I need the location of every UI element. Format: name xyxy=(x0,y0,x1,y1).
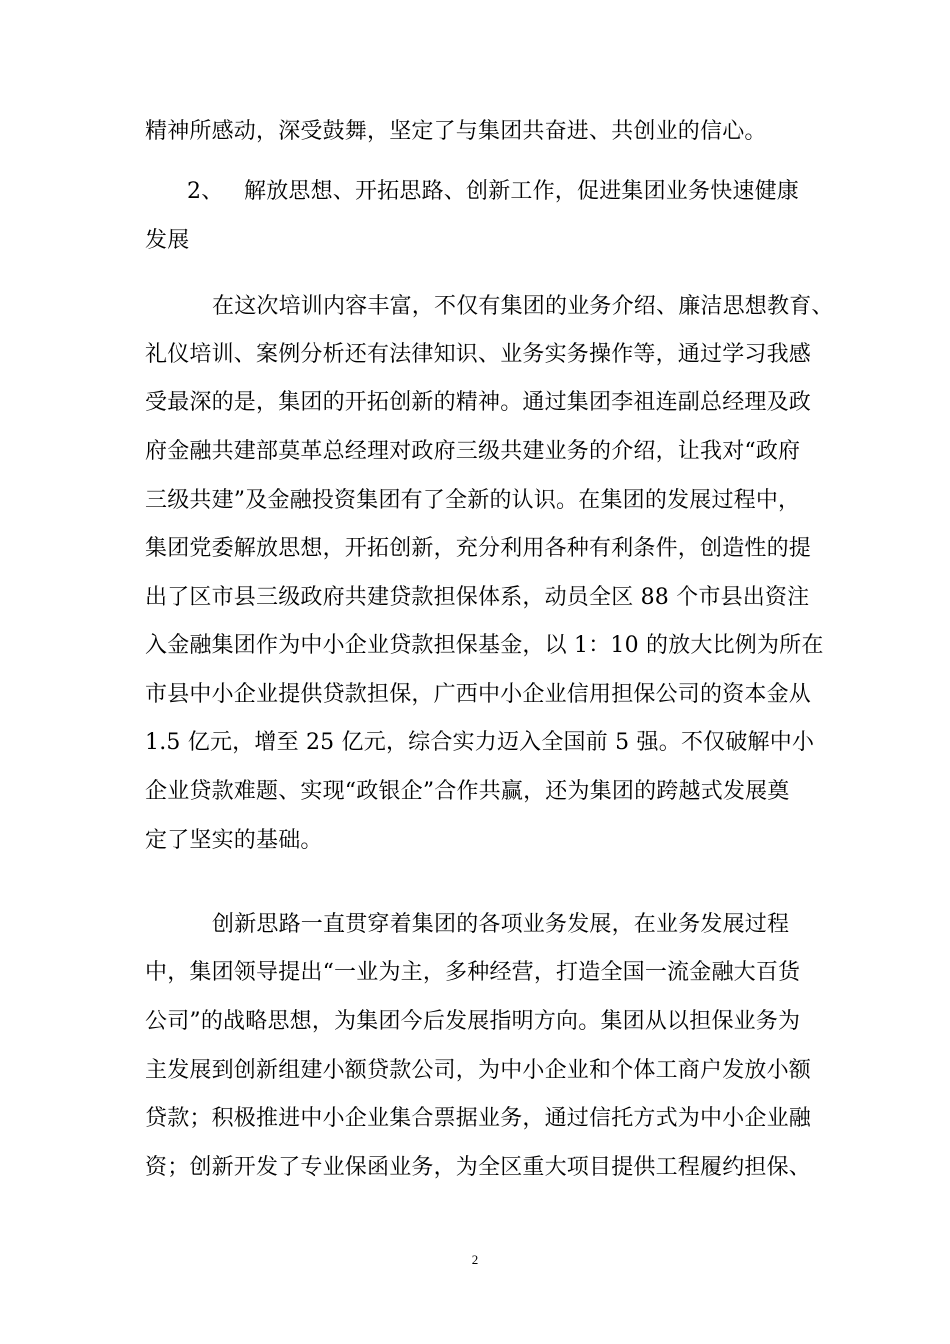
text-line: 贷款；积极推进中小企业集合票据业务，通过信托方式为中小企业融 xyxy=(145,1106,812,1131)
text-line: 在这次培训内容丰富，不仅有集团的业务介绍、廉洁思想教育、 xyxy=(212,294,834,319)
text-line: 主发展到创新组建小额贷款公司，为中小企业和个体工商户发放小额 xyxy=(145,1058,812,1083)
text-line: 入金融集团作为中小企业贷款担保基金，以 1：10 的放大比例为所在 xyxy=(145,633,824,658)
page-number: 2 xyxy=(471,1252,479,1267)
text-line: 受最深的是，集团的开拓创新的精神。通过集团李祖连副总经理及政 xyxy=(145,390,812,415)
text-line: 定了坚实的基础。 xyxy=(145,828,323,853)
text-line: 企业贷款难题、实现“政银企”合作共赢，还为集团的跨越式发展奠 xyxy=(145,779,790,804)
text-line: 中，集团领导提出“一业为主，多种经营，打造全国一流金融大百货 xyxy=(145,960,801,985)
text-line: 三级共建”及金融投资集团有了全新的认识。在集团的发展过程中， xyxy=(145,488,801,513)
text-line: 创新思路一直贯穿着集团的各项业务发展，在业务发展过程 xyxy=(212,912,790,937)
text-line: 府金融共建部莫革总经理对政府三级共建业务的介绍，让我对“政府 xyxy=(145,439,801,464)
text-line: 资；创新开发了专业保函业务，为全区重大项目提供工程履约担保、 xyxy=(145,1155,812,1180)
section-number: 2、 xyxy=(187,179,224,204)
text-line: 出了区市县三级政府共建贷款担保体系，动员全区 88 个市县出资注 xyxy=(145,585,810,610)
section-heading-continued: 发展 xyxy=(145,228,190,253)
text-line: 市县中小企业提供贷款担保，广西中小企业信用担保公司的资本金从 xyxy=(145,682,812,707)
text-line: 精神所感动，深受鼓舞，坚定了与集团共奋进、共创业的信心。 xyxy=(145,119,767,144)
text-line: 集团党委解放思想，开拓创新，充分利用各种有利条件，创造性的提 xyxy=(145,536,812,561)
section-heading: 解放思想、开拓思路、创新工作，促进集团业务快速健康 xyxy=(244,179,800,204)
text-line: 礼仪培训、案例分析还有法律知识、业务实务操作等，通过学习我感 xyxy=(145,342,812,367)
text-line: 公司”的战略思想，为集团今后发展指明方向。集团从以担保业务为 xyxy=(145,1009,801,1034)
text-line: 1.5 亿元，增至 25 亿元，综合实力迈入全国前 5 强。不仅破解中小 xyxy=(145,730,815,755)
